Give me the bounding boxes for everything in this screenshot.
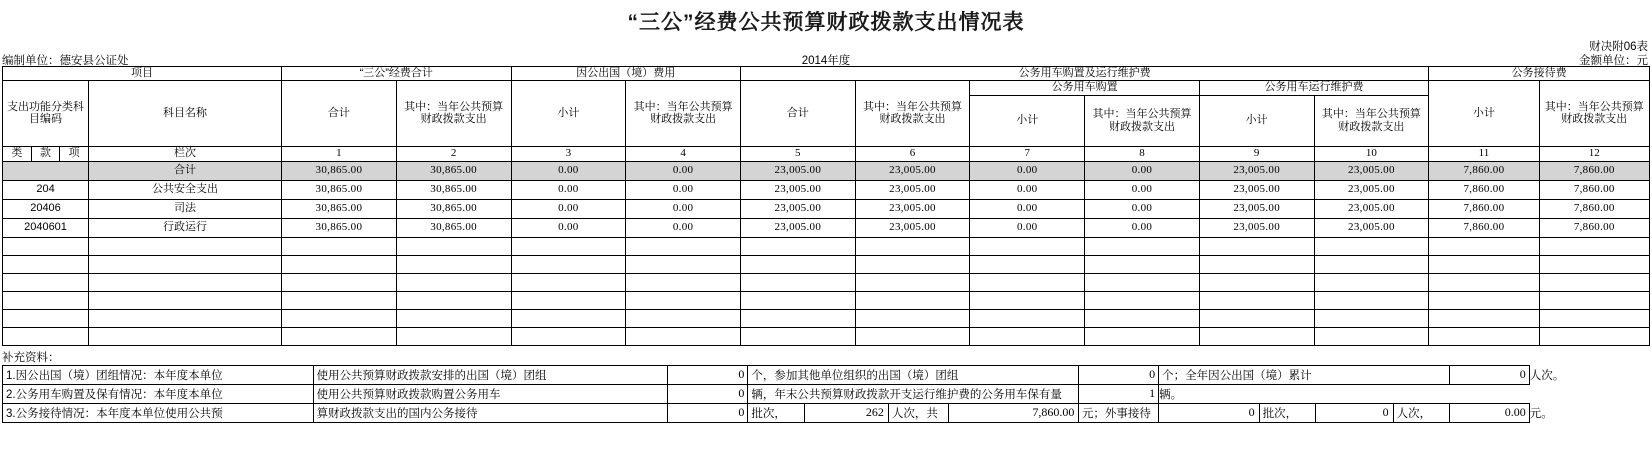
row-v9: 23,005.00 [1199,199,1314,218]
table-row [3,218,1650,237]
col-num-2: 2 [396,146,511,161]
row-v4: 0.00 [626,218,741,237]
table-row-empty [3,291,1650,309]
header-vehicle: 公务用车购置及运行维护费 [740,67,1428,81]
row-v3: 0.00 [511,199,626,218]
empty-cell [626,255,741,273]
row-v1: 30,865.00 [282,180,397,199]
supp2-seg1: 使用公共预算财政拨款购置公务用车 [313,384,668,403]
header-vehicle-budget: 其中：当年公共预算财政拨款支出 [855,80,970,146]
code-col-kuan: 款 [31,146,60,161]
empty-cell [970,255,1085,273]
supp3-value3: 7,860.00 [1032,405,1075,420]
supp1-prefix: 1.因公出国（境）团组情况：本年度本单位 [3,365,314,384]
table-row-empty [3,327,1650,345]
empty-cell [89,273,282,291]
empty-cell [282,273,397,291]
header-operation-subtotal: 小计 [1199,95,1314,146]
empty-cell [1429,237,1539,255]
empty-cell [970,309,1085,327]
header-operation-budget: 其中：当年公共预算财政拨款支出 [1314,95,1429,146]
supp2-value2: 1 [1078,384,1158,403]
row-code: 2040601 [3,218,89,237]
empty-cell [970,237,1085,255]
table-row-empty [3,309,1650,327]
row-v1: 30,865.00 [282,161,397,180]
empty-cell [1085,327,1200,345]
supp3-value6: 0.00 [1449,403,1529,422]
empty-cell [396,273,511,291]
row-code: 204 [3,180,89,199]
supp3-mid1: 批次， [748,404,804,422]
empty-cell [396,327,511,345]
empty-cell [3,327,89,345]
empty-cell [1085,273,1200,291]
empty-cell [855,309,970,327]
empty-cell [1429,273,1539,291]
empty-cell [1314,327,1429,345]
row-v12: 7,860.00 [1539,218,1649,237]
table-row [3,161,1650,180]
empty-cell [855,291,970,309]
supp3-value2: 262 [804,404,888,422]
supp3-mid2: 人次，共 [888,404,948,422]
row-code [3,161,89,180]
meta-row [0,52,1652,66]
empty-cell [89,309,282,327]
empty-cell [1314,273,1429,291]
supp3-mid4: 批次， [1259,404,1315,422]
row-v12: 7,860.00 [1539,161,1649,180]
empty-cell [89,255,282,273]
empty-cell [282,327,397,345]
row-v2: 30,865.00 [396,199,511,218]
header-reception-subtotal: 小计 [1429,80,1539,146]
header-vehicle-total: 合计 [740,80,855,146]
empty-cell [855,273,970,291]
row-v8: 0.00 [1085,161,1200,180]
empty-cell [282,255,397,273]
empty-cell [970,291,1085,309]
sangong-expense-table [2,66,1650,346]
supplement-table [2,365,1650,423]
row-v8: 0.00 [1085,199,1200,218]
empty-cell [1085,237,1200,255]
empty-cell [1314,309,1429,327]
empty-cell [3,237,89,255]
empty-cell [511,309,626,327]
empty-cell [855,327,970,345]
supp2-prefix: 2.公务用车购置及保有情况：本年度本单位 [3,384,314,403]
empty-cell [511,327,626,345]
header-item: 项目 [3,67,282,81]
row-v6: 23,005.00 [855,161,970,180]
empty-cell [855,237,970,255]
empty-cell [1429,327,1539,345]
empty-cell [89,237,282,255]
header-reception: 公务接待费 [1429,67,1650,81]
code-col-xiang: 项 [60,146,89,161]
empty-cell [1539,327,1649,345]
col-num-4: 4 [626,146,741,161]
supp2-value1: 0 [668,384,748,403]
empty-cell [1429,309,1539,327]
empty-cell [740,273,855,291]
supp1-value2: 0 [1078,365,1158,384]
empty-cell [626,237,741,255]
empty-cell [1199,309,1314,327]
empty-cell [396,237,511,255]
row-v3: 0.00 [511,218,626,237]
empty-cell [855,255,970,273]
empty-cell [740,309,855,327]
row-v7: 0.00 [970,218,1085,237]
supp1-suffix: 人次。 [1529,369,1565,382]
empty-cell [740,327,855,345]
col-num-8: 8 [1085,146,1200,161]
supp3-group-b [1159,403,1450,422]
row-v2: 30,865.00 [396,180,511,199]
col-num-5: 5 [740,146,855,161]
col-num-11: 11 [1429,146,1539,161]
header-reception-budget: 其中：当年公共预算财政拨款支出 [1539,80,1649,146]
row-v5: 23,005.00 [740,218,855,237]
row-name: 公共安全支出 [89,180,282,199]
col-num-10: 10 [1314,146,1429,161]
page-title: “三公”经费公共预算财政拨款支出情况表 [627,11,1025,34]
row-name: 行政运行 [89,218,282,237]
row-name: 合计 [89,161,282,180]
row-v9: 23,005.00 [1199,218,1314,237]
empty-cell [1314,291,1429,309]
empty-cell [511,255,626,273]
empty-cell [970,327,1085,345]
row-v4: 0.00 [626,199,741,218]
empty-cell [626,327,741,345]
supplement-row-3 [3,403,1650,422]
empty-cell [282,309,397,327]
empty-cell [1539,309,1649,327]
table-row-empty [3,273,1650,291]
row-v10: 23,005.00 [1314,161,1429,180]
supp2-suffix: 辆。 [1159,388,1183,401]
empty-cell [626,309,741,327]
row-v4: 0.00 [626,180,741,199]
empty-cell [1199,255,1314,273]
supp3-mid3: 元；外事接待 [1078,403,1158,422]
header-subject-name: 科目名称 [89,80,282,146]
row-v11: 7,860.00 [1429,199,1539,218]
empty-cell [89,291,282,309]
empty-cell [1085,291,1200,309]
table-row-empty [3,237,1650,255]
header-vehicle-purchase: 公务用车购置 [970,80,1199,95]
empty-cell [1199,327,1314,345]
row-v9: 23,005.00 [1199,161,1314,180]
empty-cell [626,291,741,309]
row-v11: 7,860.00 [1429,218,1539,237]
header-purchase-subtotal: 小计 [970,95,1085,146]
supp1-value3: 0 [1449,365,1529,384]
empty-cell [740,255,855,273]
supplement-row-2 [3,384,1650,403]
empty-cell [1314,237,1429,255]
empty-cell [511,291,626,309]
empty-cell [396,291,511,309]
column-row-label: 栏次 [89,146,282,161]
supp3-mid5: 人次， [1396,407,1432,420]
row-v2: 30,865.00 [396,161,511,180]
supp3-seg1: 算财政拨款支出的国内公务接待 [313,403,668,422]
row-v9: 23,005.00 [1199,180,1314,199]
amount-unit: 金额单位：元 [1579,55,1648,67]
col-num-12: 12 [1539,146,1649,161]
row-v5: 23,005.00 [740,161,855,180]
empty-cell [1199,273,1314,291]
row-v2: 30,865.00 [396,218,511,237]
supp3-value1: 0 [668,403,748,422]
empty-cell [3,291,89,309]
row-v12: 7,860.00 [1539,199,1649,218]
row-v3: 0.00 [511,161,626,180]
header-abroad-subtotal: 小计 [511,80,626,146]
empty-cell [1085,309,1200,327]
col-num-6: 6 [855,146,970,161]
supp2-pad1 [1449,384,1529,403]
empty-cell [282,237,397,255]
table-row-empty [3,255,1650,273]
empty-cell [1429,291,1539,309]
row-v4: 0.00 [626,161,741,180]
supp2-mid1: 辆，年末公共预算财政拨款开支运行维护费的公务用车保有量 [748,384,1079,403]
empty-cell [1539,237,1649,255]
form-code-row [0,38,1652,52]
column-number-row [3,146,1650,161]
row-code: 20406 [3,199,89,218]
empty-cell [1199,237,1314,255]
row-v7: 0.00 [970,199,1085,218]
row-v3: 0.00 [511,180,626,199]
fiscal-year: 2014年度 [801,55,851,67]
row-v1: 30,865.00 [282,199,397,218]
empty-cell [3,273,89,291]
supp1-seg1: 使用公共预算财政拨款安排的出国（境）团组 [313,365,668,384]
header-sangong-budget: 其中：当年公共预算财政拨款支出 [396,80,511,146]
empty-cell [1539,255,1649,273]
empty-cell [1085,255,1200,273]
supp3-prefix: 3.公务接待情况：本年度本单位使用公共预 [3,403,314,422]
row-v11: 7,860.00 [1429,180,1539,199]
supp3-value5: 0 [1315,404,1393,422]
row-v1: 30,865.00 [282,218,397,237]
form-code: 财决附06表 [1589,41,1648,53]
col-num-7: 7 [970,146,1085,161]
header-row-group [3,67,1650,81]
empty-cell [1429,255,1539,273]
col-num-9: 9 [1199,146,1314,161]
supp3-value4: 0 [1159,404,1259,422]
col-num-1: 1 [282,146,397,161]
empty-cell [282,291,397,309]
supp1-value1: 0 [668,365,748,384]
row-v8: 0.00 [1085,218,1200,237]
row-v8: 0.00 [1085,180,1200,199]
row-v11: 7,860.00 [1429,161,1539,180]
supp2-pad2 [1529,384,1649,403]
row-v10: 23,005.00 [1314,218,1429,237]
supp1-mid2: 个；全年因公出国（境）累计 [1159,365,1450,384]
header-purchase-budget: 其中：当年公共预算财政拨款支出 [1085,95,1200,146]
empty-cell [1199,291,1314,309]
empty-cell [511,273,626,291]
table-row [3,180,1650,199]
supp1-mid1: 个，参加其他单位组织的出国（境）团组 [748,365,1079,384]
row-v7: 0.00 [970,161,1085,180]
empty-cell [396,255,511,273]
header-abroad: 因公出国（境）费用 [511,67,740,81]
empty-cell [970,273,1085,291]
header-code: 支出功能分类科目编码 [3,80,89,146]
table-row [3,199,1650,218]
header-sangong-sum: 合计 [282,80,397,146]
row-v10: 23,005.00 [1314,180,1429,199]
header-vehicle-operation: 公务用车运行维护费 [1199,80,1428,95]
row-v7: 0.00 [970,180,1085,199]
empty-cell [740,237,855,255]
compiling-unit: 编制单位：德安县公证处 [2,55,129,67]
row-v6: 23,005.00 [855,180,970,199]
row-v6: 23,005.00 [855,218,970,237]
supp3-suffix: 元。 [1529,407,1553,420]
row-v12: 7,860.00 [1539,180,1649,199]
empty-cell [89,327,282,345]
empty-cell [740,291,855,309]
row-v6: 23,005.00 [855,199,970,218]
empty-cell [3,309,89,327]
supp3-group-a [748,403,1079,422]
row-v10: 23,005.00 [1314,199,1429,218]
empty-cell [1539,273,1649,291]
empty-cell [3,255,89,273]
supplement-row-1 [3,365,1650,384]
row-v5: 23,005.00 [740,199,855,218]
row-v5: 23,005.00 [740,180,855,199]
header-row-sub [3,80,1650,95]
row-name: 司法 [89,199,282,218]
empty-cell [1314,255,1429,273]
empty-cell [511,237,626,255]
header-sangong-total: “三公”经费合计 [282,67,511,81]
empty-cell [626,273,741,291]
code-col-lei: 类 [3,146,32,161]
empty-cell [396,309,511,327]
col-num-3: 3 [511,146,626,161]
header-abroad-budget: 其中：当年公共预算财政拨款支出 [626,80,741,146]
empty-cell [1539,291,1649,309]
supplement-heading: 补充资料： [2,351,60,364]
